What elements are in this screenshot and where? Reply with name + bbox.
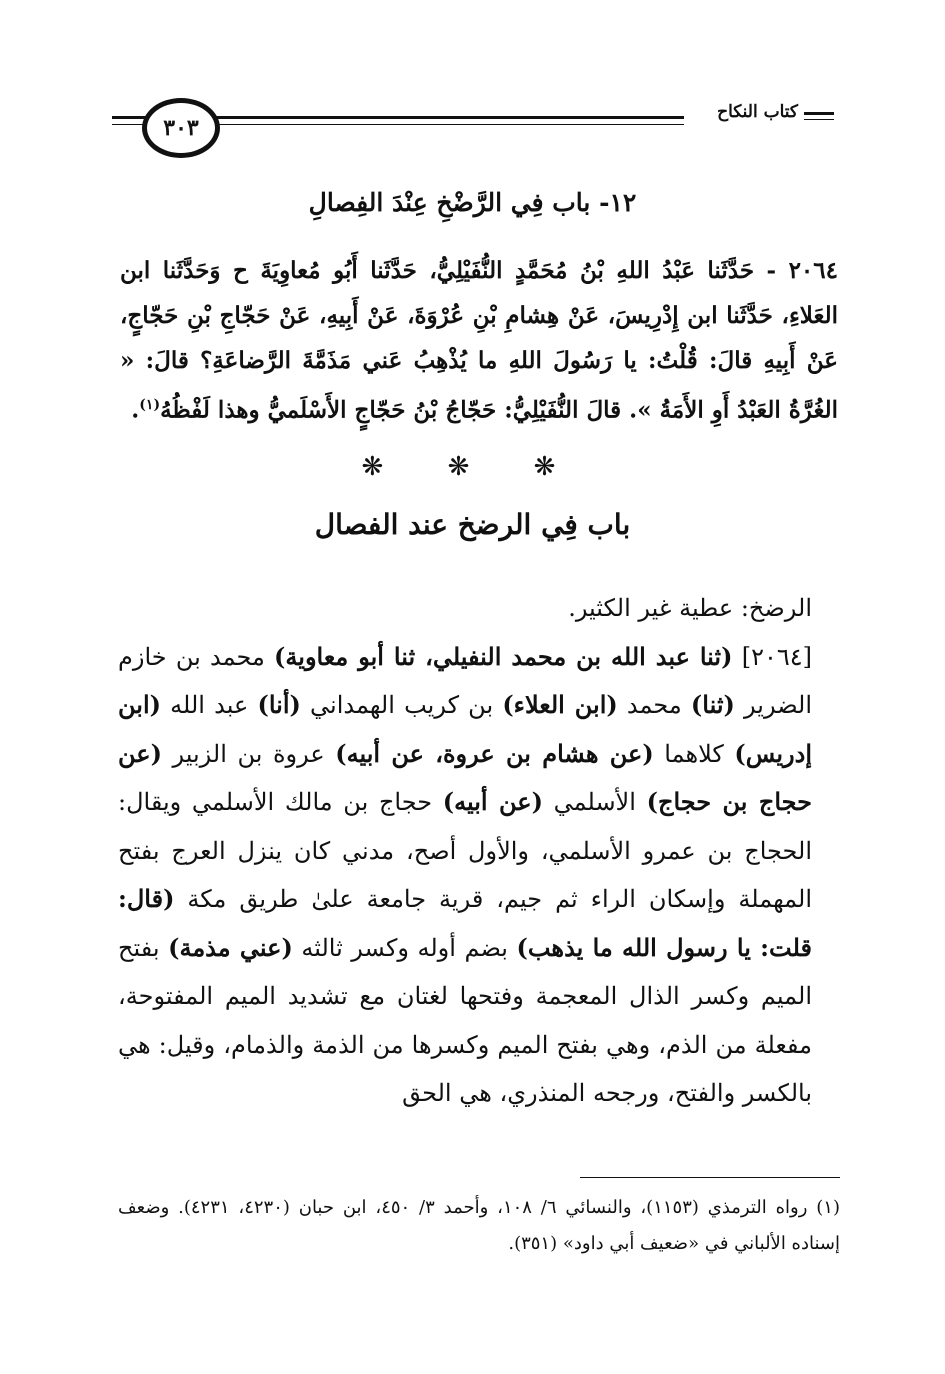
footnote-reference: (١) (139, 397, 161, 413)
section-separator: ❋ ❋ ❋ (361, 452, 584, 482)
commentary-paragraph (118, 633, 840, 1118)
commentary-text: بضم أوله وكسر ثالثه (292, 933, 517, 962)
hadith-body: ٢٠٦٤ - حَدَّثَنا عَبْدُ اللهِ بْنُ مُحَمَّدٍ النُّفَيْلِيُّ، حَدَّثَنا أَبُو مُعاوِيَةَ ح وَحَدَّثَنا ابن العَلاءِ، حَدَّثَنا ابن إِدْرِيسَ، عَنْ هِشامِ بْنِ عُرْوَةَ، عَنْ أَبِيهِ، عَنْ حَجّاجِ بْنِ حَجّاجٍ، عَنْ أَبِيهِ قالَ: قُلْتُ: يا رَسُولَ اللهِ ما يُذْهِبُ عَني مَذَمَّةَ الرَّضاعَةِ؟ قالَ: « الغُرَّةُ العَبْدُ أَوِ الأَمَةُ ». قالَ النُّفَيْلِيُّ: حَجّاجُ بْنُ حَجّاجٍ الأَسْلَميُّ وهذا لَفْظُهُ (120, 257, 838, 424)
header-rule-left-bottom (112, 124, 146, 125)
hadith-end-punctuation: . (131, 396, 140, 424)
header-rule-left-top (112, 116, 146, 119)
header-rule-right-bottom (804, 119, 834, 120)
quoted-chain: (عن حجاج بن حجاج) (118, 738, 813, 816)
quoted-chain: (عن أبيه) (442, 787, 543, 816)
commentary-text: بن كريب الهمداني (300, 691, 503, 719)
header-rule-middle-top (216, 116, 684, 119)
commentary-body (118, 584, 840, 1118)
commentary-text: محمد بن خازم الضرير (118, 642, 812, 719)
quoted-chain: (ثنا) (690, 690, 735, 719)
footnotes (118, 1190, 840, 1262)
commentary-text: الأسلمي (542, 788, 647, 816)
quoted-chain: (ابن العلاء) (502, 690, 618, 719)
quoted-chain: (عن هشام بن عروة، عن أبيه) (335, 738, 654, 768)
header-rule-right-top (804, 112, 834, 115)
commentary-text: حجاج بن مالك الأسلمي ويقال: الحجاج بن عمرو الأسلمي، والأول أصح، مدني كان ينزل العرج بفتح المهملة وإسكان الراء ثم جيم، قرية جامعة علىٰ طريق مكة (118, 788, 812, 913)
footnote-1: (١) رواه الترمذي (١١٥٣)، والنسائي ٦/ ١٠٨، وأحمد ٣/ ٤٥٠، ابن حبان (٤٢٣٠، ٤٢٣١). وضعف إسناده الألباني في «ضعيف أبي داود» (٣٥١). (118, 1197, 840, 1254)
hadith-text (120, 248, 838, 433)
page-number: ٣٠٣ (163, 115, 199, 141)
hadith-number-ref: [٢٠٦٤] (732, 642, 812, 671)
quoted-chain: (أنا) (257, 690, 301, 719)
footnote-divider (580, 1177, 840, 1178)
commentary-text: محمد (617, 691, 691, 719)
book-title: كتاب النكاح (717, 102, 798, 122)
commentary-heading: باب فِي الرضخ عند الفصال (314, 508, 631, 541)
commentary-text: كلاهما (653, 739, 735, 768)
chapter-heading: ١٢- باب فِي الرَّضْخِ عِنْدَ الفِصالِ (308, 188, 637, 217)
header-rule-middle-bottom (216, 124, 684, 125)
quoted-chain: (ثنا عبد الله بن محمد النفيلي، ثنا أبو معاوية) (274, 641, 733, 671)
commentary-text: بفتح الميم وكسر الذال المعجمة وفتحها لغتان مع تشديد الميم المفتوحة، مفعلة من الذم، وهي بفتح الميم وكسرها من الذمة والذمام، وقيل: هي بالكسر والفتح، ورجحه المنذري، هي الحق (118, 933, 812, 1107)
commentary-intro: الرضخ: عطية غير الكثير. (568, 594, 812, 622)
page-header (112, 96, 834, 168)
quoted-chain: (ابن إدريس) (118, 690, 812, 768)
page-number-badge (142, 98, 220, 158)
commentary-text: عروة بن الزبير (161, 739, 336, 768)
quoted-matn: (عني مذمة) (168, 932, 293, 962)
commentary-text: عبد الله (160, 691, 258, 719)
quoted-matn: (قال: قلت: يا رسول الله ما يذهب) (118, 884, 812, 962)
